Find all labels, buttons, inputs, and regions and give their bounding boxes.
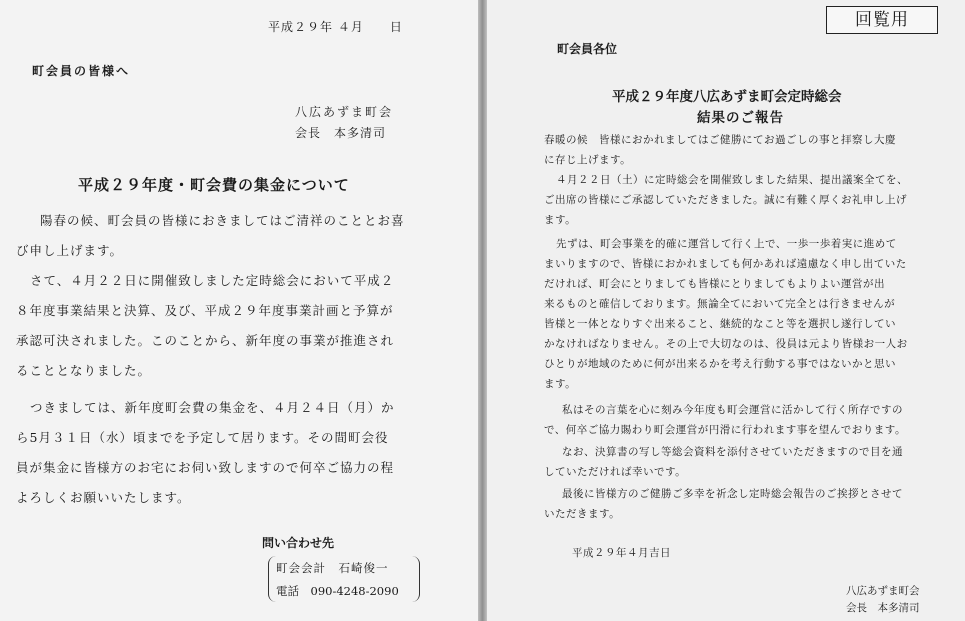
notice-body-line: 陽春の候、町会員の皆様におきましてはご清祥のこととお喜 <box>40 213 405 228</box>
contact-treasurer: 町会会計 石崎俊一 <box>276 561 389 575</box>
notice-body-line: さて、４月２２日に開催致しました定時総会において平成２ <box>30 273 395 288</box>
notice-subject: 平成２９年度・町会費の集金について <box>78 176 350 194</box>
report-body-line: に存じ上げます。 <box>544 154 632 166</box>
report-title-line2: 結果のご報告 <box>697 110 784 126</box>
report-addressee: 町会員各位 <box>557 42 618 56</box>
report-body-line: ご出席の皆様にご承認していただきました。誠に有難く厚くお礼申し上げ <box>544 194 907 206</box>
report-body-line: 私はその言葉を心に刻み今年度も町会運営に活かして行く所存ですの <box>562 404 903 416</box>
notice-body-line: よろしくお願いいたします。 <box>16 490 191 505</box>
report-body-line: 来るものと確信しております。無論全てにおいて完全とは行きませんが <box>544 298 896 310</box>
left-notice-sheet <box>0 0 478 621</box>
report-title-line1: 平成２９年度八広あずま町会定時総会 <box>612 89 842 105</box>
report-body-line: で、何卒ご協力賜わり町会運営が円滑に行われます事を望んでおります。 <box>544 424 906 436</box>
report-sender-org: 八広あずま町会 <box>846 585 920 597</box>
notice-sender-rep: 会長 本多清司 <box>295 126 387 140</box>
circulation-stamp: 回覧用 <box>826 6 938 34</box>
report-body-line: まいりますので、皆様におかれましても何かあれば遠慮なく申し出ていた <box>544 258 907 270</box>
contact-phone: 電話 090-4248-2090 <box>276 584 399 598</box>
report-body-line: いただきます。 <box>544 508 621 520</box>
report-date: 平成２９年４月吉日 <box>572 547 671 559</box>
report-body-line: 春暖の候 皆様におかれましてはご健勝にてお過ごしの事と拝察し大慶 <box>544 134 896 146</box>
notice-body-line: ることとなりました。 <box>16 363 152 378</box>
report-body-line: 最後に皆様方のご健勝ご多幸を祈念し定時総会報告のご挨拶とさせて <box>562 488 903 500</box>
report-body-line: ます。 <box>544 378 577 390</box>
notice-body-line: ８年度事業結果と決算、及び、平成２９年度事業計画と予算が <box>16 303 394 318</box>
report-body-line: だければ、町会にとりましても皆様にとりましてもよりよい運営が出 <box>544 278 885 290</box>
report-body-line: なお、決算書の写し等総会資料を添付させていただきますので目を通 <box>562 446 903 458</box>
report-body-line: していただければ幸いです。 <box>544 466 687 478</box>
report-body-line: 先ずは、町会事業を的確に運営して行く上で、一歩一歩着実に進めて <box>556 238 897 250</box>
notice-date: 平成２９年 ４月 日 <box>268 20 403 34</box>
report-sender-rep: 会長 本多清司 <box>846 602 920 614</box>
report-body-line: ひとりが地域のために何が出来るかを考え行動する事ではないかと思い <box>544 358 896 370</box>
report-body-line: 皆様と一体となりすぐ出来ること、継続的なこと等を選択し遂行してい <box>544 318 896 330</box>
notice-body-line: 員が集金に皆様方のお宅にお伺い致しますので何卒ご協力の程 <box>16 460 395 475</box>
notice-body-line: ら5月３１日（水）頃までを予定して居ります。その間町会役 <box>16 430 389 445</box>
notice-body-line: 承認可決されました。このことから、新年度の事業が推進され <box>16 333 395 348</box>
notice-sender-org: 八広あずま町会 <box>295 105 394 119</box>
notice-addressee: 町会員の皆様へ <box>32 64 131 78</box>
notice-body-line: び申し上げます。 <box>16 243 124 258</box>
report-body-line: かなければなりません。その上で大切なのは、役員は元より皆様お一人お <box>544 338 908 350</box>
page-gutter <box>478 0 487 621</box>
notice-body-line: つきましては、新年度町会費の集金を、４月２４日（月）か <box>30 400 395 415</box>
report-body-line: ４月２２日（土）に定時総会を開催致しました結果、提出議案全てを、 <box>556 174 908 186</box>
report-body-line: ます。 <box>544 214 577 226</box>
contact-heading: 問い合わせ先 <box>262 536 335 550</box>
